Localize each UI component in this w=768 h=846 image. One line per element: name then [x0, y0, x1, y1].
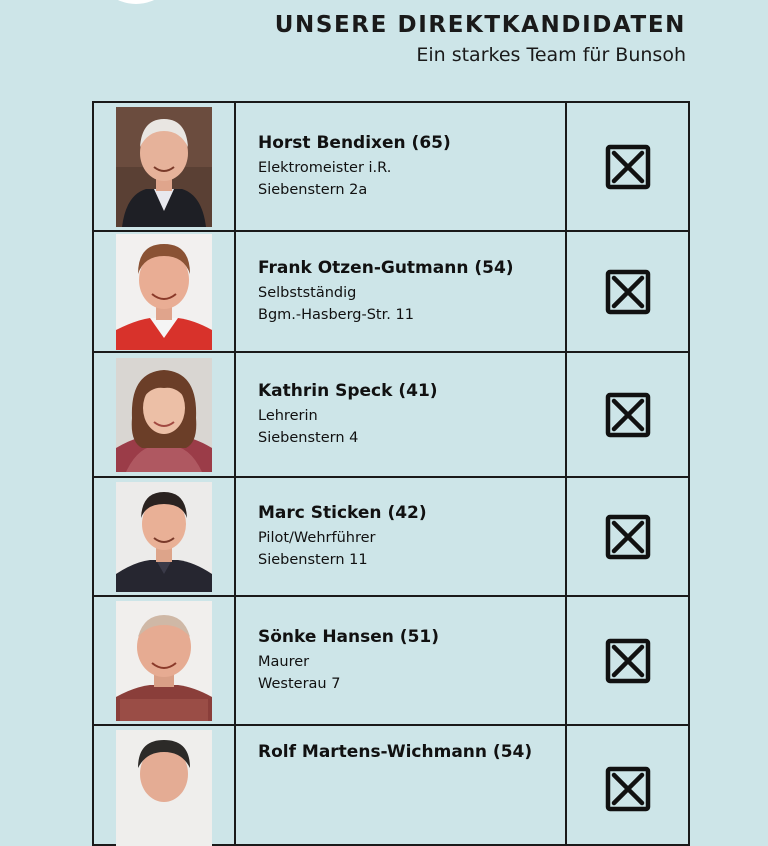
candidate-name: Frank Otzen-Gutmann (54) — [258, 257, 514, 278]
photo-cell — [94, 597, 236, 724]
candidate-row — [94, 232, 688, 353]
candidate-occupation: Elektromeister i.R. — [258, 159, 392, 176]
logo-circle — [96, 0, 176, 4]
candidate-name: Kathrin Speck (41) — [258, 380, 438, 401]
portrait-photo — [116, 601, 212, 721]
candidate-row — [94, 478, 688, 597]
candidate-name: Rolf Martens-Wichmann (54) — [258, 742, 533, 762]
candidate-address: Siebenstern 4 — [258, 429, 359, 446]
candidate-address: Siebenstern 2a — [258, 181, 368, 198]
candidate-occupation: Pilot/Wehrführer — [258, 529, 376, 546]
candidate-address: Siebenstern 11 — [258, 551, 368, 568]
vote-cell — [567, 353, 688, 476]
portrait-photo — [116, 234, 212, 350]
checked-box-icon[interactable] — [605, 144, 651, 190]
checked-box-icon[interactable] — [605, 514, 651, 560]
vote-cell — [567, 726, 688, 844]
candidate-name: Horst Bendixen (65) — [258, 132, 451, 153]
photo-cell — [94, 478, 236, 595]
info-cell — [236, 103, 567, 230]
page-title: UNSERE DIREKTKANDIDATEN — [274, 12, 686, 38]
info-cell — [236, 726, 567, 844]
checked-box-icon[interactable] — [605, 766, 651, 812]
vote-cell — [567, 478, 688, 595]
candidate-row — [94, 597, 688, 726]
candidate-address: Bgm.-Hasberg-Str. 11 — [258, 306, 414, 323]
vote-cell — [567, 597, 688, 724]
candidate-occupation: Selbstständig — [258, 284, 357, 301]
info-cell — [236, 597, 567, 724]
info-cell — [236, 232, 567, 351]
photo-cell — [94, 353, 236, 476]
vote-cell — [567, 232, 688, 351]
candidate-table — [92, 101, 690, 846]
checked-box-icon[interactable] — [605, 638, 651, 684]
portrait-photo — [116, 358, 212, 472]
portrait-photo — [116, 107, 212, 227]
candidate-address: Westerau 7 — [258, 675, 341, 692]
candidate-row — [94, 103, 688, 232]
photo-cell — [94, 103, 236, 230]
photo-cell — [94, 726, 236, 844]
page-subtitle: Ein starkes Team für Bunsoh — [416, 44, 686, 66]
info-cell — [236, 353, 567, 476]
candidate-name: Marc Sticken (42) — [258, 502, 427, 523]
portrait-photo — [116, 730, 212, 846]
checked-box-icon[interactable] — [605, 392, 651, 438]
info-cell — [236, 478, 567, 595]
candidate-occupation: Lehrerin — [258, 407, 318, 424]
photo-cell — [94, 232, 236, 351]
candidate-row — [94, 353, 688, 478]
portrait-photo — [116, 482, 212, 592]
checked-box-icon[interactable] — [605, 269, 651, 315]
candidate-occupation: Maurer — [258, 653, 310, 670]
header — [275, 12, 686, 66]
candidate-name: Sönke Hansen (51) — [258, 626, 439, 647]
candidate-row — [94, 726, 688, 846]
vote-cell — [567, 103, 688, 230]
